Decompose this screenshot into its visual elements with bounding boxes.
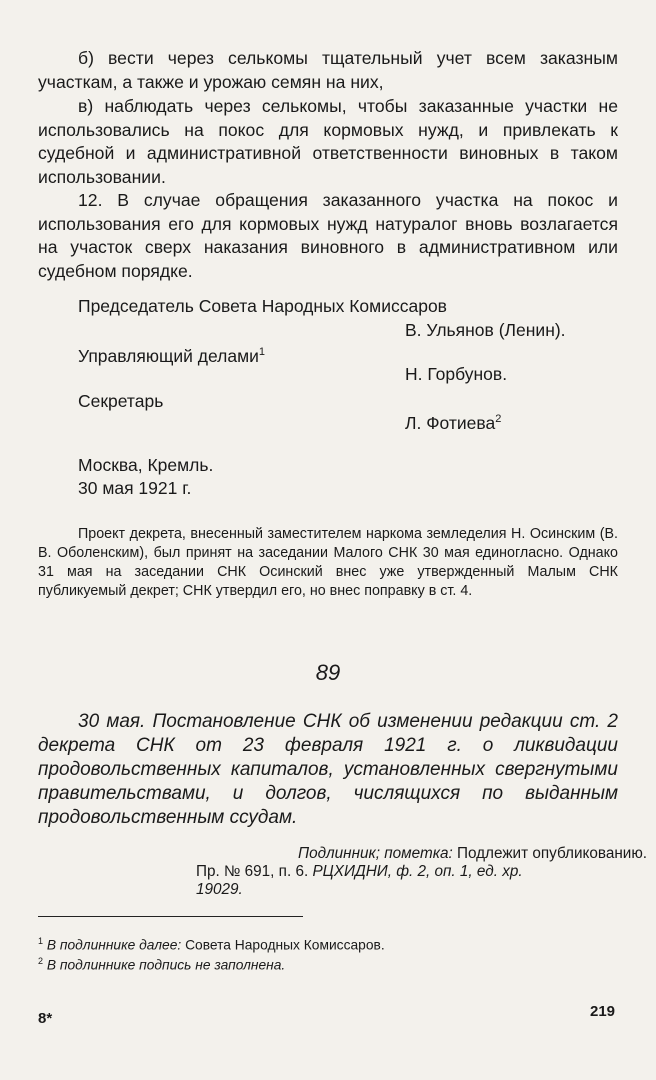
footnote-mark-2: 2 <box>495 413 502 425</box>
secretary-name-text: Л. Фотиева <box>405 412 496 433</box>
paragraph-v: в) наблюдать через селькомы, чтобы заказанные участки не использовались на покос для кормовых нужд, и привлекать к судебной и административной ответственности виновных в таком использовании. <box>38 96 618 187</box>
manager-name: Н. Горбунов. <box>405 364 508 384</box>
archive-ref: Пр. № 691, п. 6. <box>196 863 309 880</box>
document-number: 89 <box>315 660 341 685</box>
source-label: Подлинник; пометка: <box>298 845 453 862</box>
document-heading: 30 мая. Постановление СНК об изменении редакции ст. 2 декрета СНК от 23 февраля 1921 г. о ликвидации продовольственных капиталов, установленных свергнутыми правительствами, и долгов, числящихся по выданным продовольственным ссудам. <box>38 711 618 828</box>
footnote-1-label: В подлиннике далее: <box>46 937 182 953</box>
chair-title: Председатель Совета Народных Комиссаров <box>78 296 447 316</box>
footnote-1-mark: 1 <box>38 936 44 946</box>
editorial-note: Проект декрета, внесенный заместителем наркома земледелия Н. Осинским (В. В. Оболенским), был принят на заседании Малого СНК 30 мая единогласно. Однако 31 мая на заседании СНК Осинский внес уже утвержденный Малым СНК публикуемый декрет; СНК утвердил его, но внес поправку в ст. 4. <box>38 526 618 599</box>
secretary-title: Секретарь <box>78 391 164 411</box>
paragraph-12: 12. В случае обращения заказанного участка на покос и использования его для кормовых нужд натуралог вновь возлагается на участок сверх наказания виновного в административном или судебном порядке. <box>38 190 618 281</box>
archive-unit: 19029. <box>196 881 243 898</box>
archive-name: РЦХИДНИ, ф. 2, оп. 1, ед. хр. <box>312 863 523 880</box>
source-line <box>298 844 647 863</box>
chair-name: В. Ульянов (Ленин). <box>405 320 566 340</box>
footnote-1-text: Совета Народных Комиссаров. <box>185 937 385 953</box>
place: Москва, Кремль. <box>78 455 214 475</box>
archive-line <box>196 862 523 881</box>
source-note: Подлежит опубликованию. <box>456 845 648 862</box>
page-number: 219 <box>590 1003 616 1020</box>
signature-mark: 8* <box>38 1010 53 1027</box>
secretary-name <box>405 408 501 434</box>
paragraph-b: б) вести через селькомы тщательный учет всем заказным участкам, а также и урожаю семян на них, <box>38 48 618 92</box>
footnote-divider <box>38 916 303 917</box>
footnote-2-label: В подлиннике подпись не заполнена. <box>46 957 286 973</box>
date: 30 мая 1921 г. <box>78 478 192 498</box>
footnote-mark-1: 1 <box>258 346 266 358</box>
footnote-2-mark: 2 <box>38 956 44 966</box>
manager-title <box>78 341 265 367</box>
manager-title-text: Управляющий делами <box>78 345 259 366</box>
footnote-2 <box>38 952 285 975</box>
